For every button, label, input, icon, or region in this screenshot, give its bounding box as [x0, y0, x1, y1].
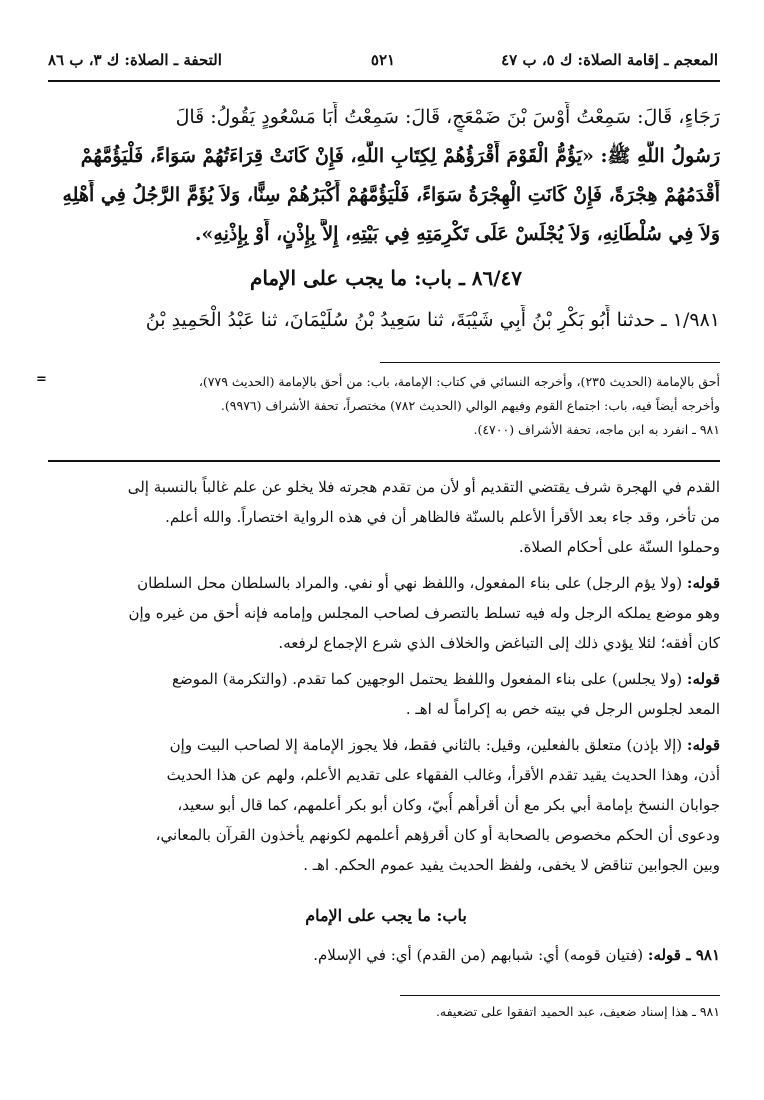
- header-rule: [48, 80, 720, 82]
- commentary-line: أذن، وهذا الحديث يقيد تقدم الأقرأ، وغالب الفقهاء على تقديم الأعلم، ولهم عن هذا الحديث: [166, 766, 720, 784]
- commentary-line: وحملوا السنّة على أحكام الصلاة.: [518, 538, 720, 556]
- bottom-footnote-rule: [400, 995, 720, 996]
- commentary-text: (إلا بإذن) متعلق بالفعلين، وقيل: بالثاني فقط، فلا يجوز الإمامة إلا لصاحب البيت وإن: [169, 736, 687, 754]
- header-right: المعجم ـ إقامة الصلاة: ك ٥، ب ٤٧: [501, 51, 718, 69]
- commentary-line: [52, 732, 720, 758]
- footnote-line-3: ٩٨١ ـ انفرد به ابن ماجه، تحفة الأشراف (٤٧٠٠).: [473, 422, 720, 437]
- commentary-text: (فتيان قومه) أي: شبابهم (من القدم) أي: في الإسلام.: [313, 946, 648, 964]
- commentary-line: المعد لجلوس الرجل في بيته خص به إكراماً له اهـ .: [405, 700, 720, 718]
- commentary-line: ودعوى أن الحكم مخصوص بالصحابة أو كان أقرؤهم أعلمهم لكونهم يأخذون القرآن بالمعاني،: [155, 826, 720, 844]
- commentary-line: وبين الجوابين تناقض لا يخفى، ولفظ الحديث يفيد عموم الحكم. اهـ .: [303, 856, 720, 874]
- chapter-title: ٨٦/٤٧ ـ باب: ما يجب على الإمام: [249, 266, 523, 290]
- commentary-line: القدم في الهجرة شرف يقتضي التقديم أو لأن من تقدم هجرته فلا يخلو عن علم غالباً بالنسبة إلى: [127, 478, 720, 496]
- page-number: ٥٢١: [370, 51, 396, 69]
- commentary-line: من تأخر، وقد جاء بعد الأقرأ الأعلم بالسنّة فالظاهر أن في هذه الرواية اختصاراً. والله أعلم.: [165, 508, 720, 526]
- hadith-line-4: وَلاَ فِي سُلْطَانِهِ، وَلاَ يُجْلَسْ عَلَى تَكْرِمَتِهِ فِي بَيْتِهِ، إِلاَّ بِإِذْنٍ، أَوْ بِإِذْنِهِ».: [194, 223, 720, 245]
- footnote-line-2: وأخرجه أيضاً فيه، باب: اجتماع القوم وفيهم الوالي (الحديث ٧٨٢) مختصراً، تحفة الأشراف (٩٩٧٦).: [220, 398, 720, 413]
- commentary-line: جوابان النسخ بإمامة أبي بكر مع أن أقرأهم أُبيّ، وكان أبو بكر أعلمهم، كما قال أبو سعيد،: [177, 796, 720, 814]
- commentary-rule: [48, 460, 720, 462]
- running-header: [48, 47, 718, 77]
- hadith-line-1: رَجَاءٍ، قَالَ: سَمِعْتُ أَوْسَ بْنَ ضَمْعَجٍ، قَالَ: سَمِعْتُ أَبَا مَسْعُودٍ يَقُولُ: قَالَ: [175, 106, 720, 128]
- header-left: التحفة ـ الصلاة: ك ٣، ب ٨٦: [48, 51, 222, 69]
- qawluh-label: قوله:: [686, 736, 720, 754]
- hadith-start-line: ١/٩٨١ ـ حدثنا أَبُو بَكْرِ بْنُ أَبِي شَيْبَةَ، ثنا سَعِيدُ بْنُ سُلَيْمَانَ، ثنا عَبْدُ الْحَمِيدِ بْنُ: [145, 309, 720, 331]
- qawluh-label: ٩٨١ ـ قوله:: [647, 946, 720, 964]
- footnote-line-1: أحق بالإمامة (الحديث ٢٣٥)، وأخرجه النسائي في كتاب: الإمامة، باب: من أحق بالإمامة (الحديث ٧٧٩)،: [198, 374, 720, 389]
- commentary-text: (ولا يؤم الرجل) على بناء المفعول، واللفظ نهي أو نفي. والمراد بالسلطان محل السلطان: [137, 574, 687, 592]
- hadith-line-3: أَقْدَمُهُمْ هِجْرَةً، فَإِنْ كَانَتِ الْهِجْرَةُ سَوَاءً، فَلْيَؤُمَّهُمْ أَكْبَرُهُمْ سِنًّا، وَلاَ يُؤَمَّ الرَّجُلُ فِي أَهْلِهِ: [62, 184, 720, 206]
- commentary-text: (ولا يجلس) على بناء المفعول واللفظ يحتمل الوجهين كما تقدم. (والتكرمة) الموضع: [172, 670, 687, 688]
- footnote-continuation-marker: =: [36, 372, 47, 387]
- qawluh-label: قوله:: [686, 670, 720, 688]
- commentary-final-line: [52, 942, 720, 968]
- commentary-line: [52, 570, 720, 596]
- bab-title: باب: ما يجب على الإمام: [305, 906, 467, 925]
- footnote-rule: [380, 362, 720, 363]
- commentary-line: كان أفقه؛ لئلا يؤدي ذلك إلى التباغض والخلاف الذي شرع الإجماع لرفعه.: [278, 634, 720, 652]
- bottom-footnote: ٩٨١ ـ هذا إسناد ضعيف، عبد الحميد اتفقوا على تضعيفه.: [435, 1004, 720, 1019]
- commentary-line: [52, 666, 720, 692]
- hadith-line-2: رَسُولُ اللَّهِ ﷺ: «يَؤُمُّ الْقَوْمَ أَقْرَؤُهُمْ لِكِتَابِ اللَّهِ، فَإِنْ كَانَتْ قِرَاءَتُهُمْ سَوَاءً، فَلْيَؤُمَّهُمْ: [80, 145, 720, 167]
- qawluh-label: قوله:: [686, 574, 720, 592]
- commentary-line: وهو موضع يملكه الرجل وله فيه تسلط بالتصرف لصاحب المجلس وإمامه فإنه أحق من غيره وإن: [128, 604, 720, 622]
